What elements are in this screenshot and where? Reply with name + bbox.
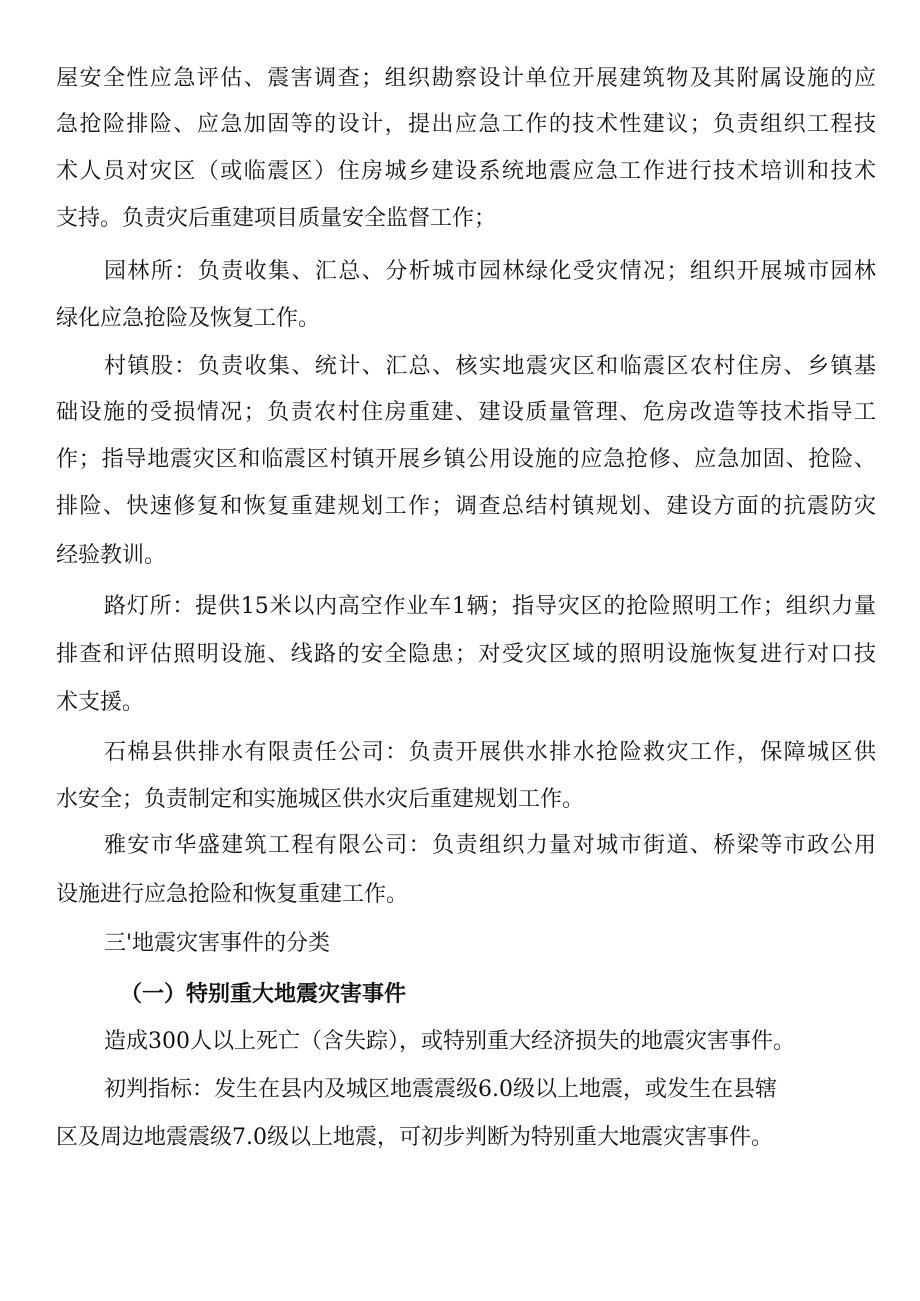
- paragraph-1-line-1: 屋安全性应急评估、震害调查；组织勘察设计单位开展建筑物及其附属设施的应: [56, 66, 876, 91]
- section-heading: 三'地震灾害事件的分类: [104, 931, 331, 956]
- paragraph-5-line-2: 水安全；负责制定和实施城区供水灾后重建规划工作。: [56, 787, 585, 812]
- paragraph-6-line-2: 设施进行应急抢险和恢复重建工作。: [56, 882, 409, 907]
- paragraph-8-line-1: 初判指标：发生在县内及城区地震震级6.0级以上地震，或发生在县辖: [104, 1077, 777, 1102]
- paragraph-3-line-5: 经验教训。: [56, 543, 167, 568]
- paragraph-4-line-2: 排查和评估照明设施、线路的安全隐患；对受灾区域的照明设施恢复进行对口技: [56, 642, 876, 667]
- paragraph-4-line-1: 路灯所：提供15米以内高空作业车1辆；指导灾区的抢险照明工作；组织力量: [104, 594, 876, 619]
- paragraph-8-line-2: 区及周边地震震级7.0级以上地震，可初步判断为特别重大地震灾害事件。: [56, 1125, 773, 1150]
- subsection-heading: （一）特别重大地震灾害事件: [120, 981, 407, 1007]
- paragraph-3-line-2: 础设施的受损情况；负责农村住房重建、建设质量管理、危房改造等技术指导工: [56, 400, 876, 425]
- paragraph-4-line-3: 术支援。: [56, 690, 145, 715]
- paragraph-1-line-2: 急抢险排险、应急加固等的设计，提出应急工作的技术性建议；负责组织工程技: [56, 112, 876, 137]
- paragraph-6-line-1: 雅安市华盛建筑工程有限公司：负责组织力量对城市街道、桥梁等市政公用: [104, 833, 876, 858]
- paragraph-2-line-1: 园林所：负责收集、汇总、分析城市园林绿化受灾情况；组织开展城市园林: [104, 259, 876, 284]
- paragraph-5-line-1: 石棉县供排水有限责任公司：负责开展供水排水抢险救灾工作，保障城区供: [104, 740, 876, 765]
- paragraph-1-line-4: 支持。负责灾后重建项目质量安全监督工作；: [56, 206, 497, 231]
- paragraph-1-line-3: 术人员对灾区（或临震区）住房城乡建设系统地震应急工作进行技术培训和技术: [56, 159, 876, 184]
- paragraph-3-line-3: 作；指导地震灾区和临震区村镇开展乡镇公用设施的应急抢修、应急加固、抢险、: [56, 447, 876, 472]
- paragraph-3-line-4: 排险、快速修复和恢复重建规划工作；调查总结村镇规划、建设方面的抗震防灾: [56, 494, 876, 519]
- paragraph-3-line-1: 村镇股：负责收集、统计、汇总、核实地震灾区和临震区农村住房、乡镇基: [104, 354, 876, 379]
- paragraph-7-line-1: 造成300人以上死亡（含失踪），或特别重大经济损失的地震灾害事件。: [104, 1029, 795, 1054]
- paragraph-2-line-2: 绿化应急抢险及恢复工作。: [56, 306, 321, 331]
